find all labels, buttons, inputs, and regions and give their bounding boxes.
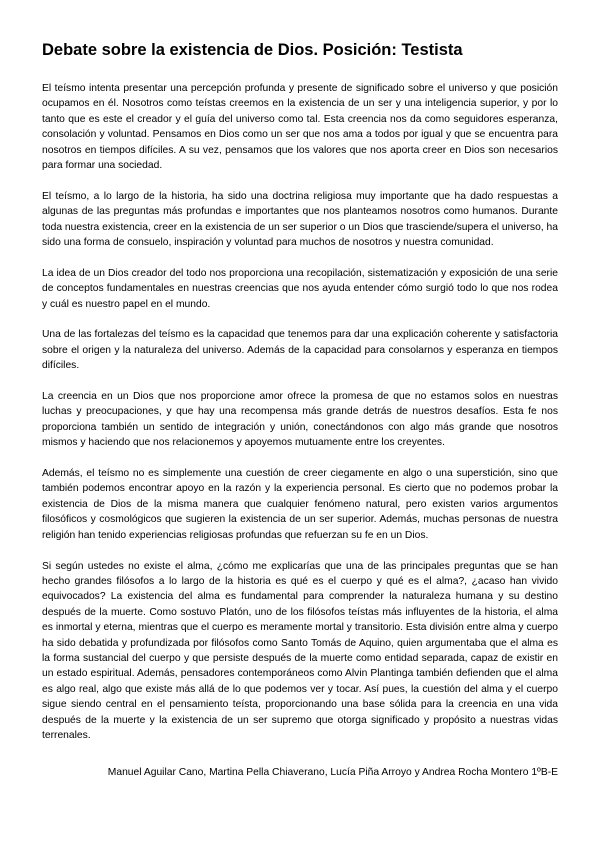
paragraph-2: El teísmo, a lo largo de la historia, ha sido una doctrina religiosa muy importante que ha dado respuestas a algunas de las preguntas más profundas e importantes que nos planteamos nosotros como humanos. Durante toda nuestra existencia, creer en la existencia de un ser superior o un Dios que trasciende/supera el universo, ha sido una forma de consuelo, inspiración y voluntad para muchos de nosotros y nuestra comunidad. (42, 190, 558, 249)
document-title: Debate sobre la existencia de Dios. Posición: Testista (42, 41, 463, 59)
paragraph-7: Si según ustedes no existe el alma, ¿cómo me explicarías que una de las principales preguntas que se han hecho grandes filósofos a lo largo de la historia es qué es el cuerpo y qué es el alma?, ¿acaso han vivido equivocados? La existencia del alma es fundamental para comprender la naturaleza humana y su destino después de la muerte. Como sostuvo Platón, uno de los filósofos teístas más influyentes de la historia, el alma es inmortal y eterna, mientras que el cuerpo es meramente mortal y transitorio. Esta división entre alma y cuerpo ha sido debatida y profundizada por filósofos como Santo Tomás de Aquino, quien argumentaba que el alma es la forma sustancial del cuerpo y que persiste después de la muerte como entidad separada, capaz de existir en un estado espiritual. Además, pensadores contemporáneos como Alvin Plantinga también defienden que el alma es algo real, algo que existe más allá de lo que podemos ver y tocar. Así pues, la cuestión del alma y el cuerpo sigue siendo central en el pensamiento teísta, proporcionando una base sólida para la creencia en una vida después de la muerte y la existencia de un ser supremo que otorga significado y propósito a nuestras vidas terrenales. (42, 560, 558, 741)
paragraph-1: El teísmo intenta presentar una percepción profunda y presente de significado sobre el universo y que posición ocupamos en él. Nosotros como teístas creemos en la existencia de un ser y una inteligencia superior, y por lo tanto que es este el creador y el guía del universo como tal. Esta creencia nos da como seguidores esperanza, consolación y voluntad. Pensamos en Dios como un ser que nos ama a todos por igual y que se encuentra para nosotros en tiempos difíciles. A su vez, pensamos que los valores que nos aporta creer en Dios son necesarios para formar una sociedad. (42, 83, 558, 172)
paragraph-5: La creencia en un Dios que nos proporcione amor ofrece la promesa de que no estamos solos en nuestras luchas y preocupaciones, y que hay una recompensa más grande detrás de nuestros desafíos. Esta fe nos proporciona también un sentido de integración y unión, conectándonos con algo más grande que nosotros mismos y haciendo que nos relacionemos y apoyemos mutuamente entre los creyentes. (42, 391, 558, 449)
paragraph-3: La idea de un Dios creador del todo nos proporciona una recopilación, sistematización y exposición de una serie de conceptos fundamentales en nuestras creencias que nos ayuda entender cómo surgió todo lo que nos rodea y cuál es nuestro papel en el mundo. (42, 267, 558, 310)
paragraph-4: Una de las fortalezas del teísmo es la capacidad que tenemos para dar una explicación coherente y satisfactoria sobre el origen y la naturaleza del universo. Además de la capacidad para consolarnos y esperanza en tiempos difíciles. (42, 329, 558, 372)
authors-signature: Manuel Aguilar Cano, Martina Pella Chiaverano, Lucía Piña Arroyo y Andrea Rocha Montero 1ºB-E (107, 767, 558, 778)
paragraph-6: Además, el teísmo no es simplemente una cuestión de creer ciegamente en algo o una superstición, sino que también podemos encontrar apoyo en la razón y la experiencia personal. Es cierto que no podemos probar la existencia de Dios de la misma manera que cualquier fenómeno natural, pero existen varios argumentos filosóficos y cosmológicos que sugieren la existencia de un ser superior. Además, muchas personas de nuestra religión han tenido experiencias religiosas profundas que refuerzan su fe en un Dios. (42, 468, 558, 541)
document-body (42, 81, 558, 759)
